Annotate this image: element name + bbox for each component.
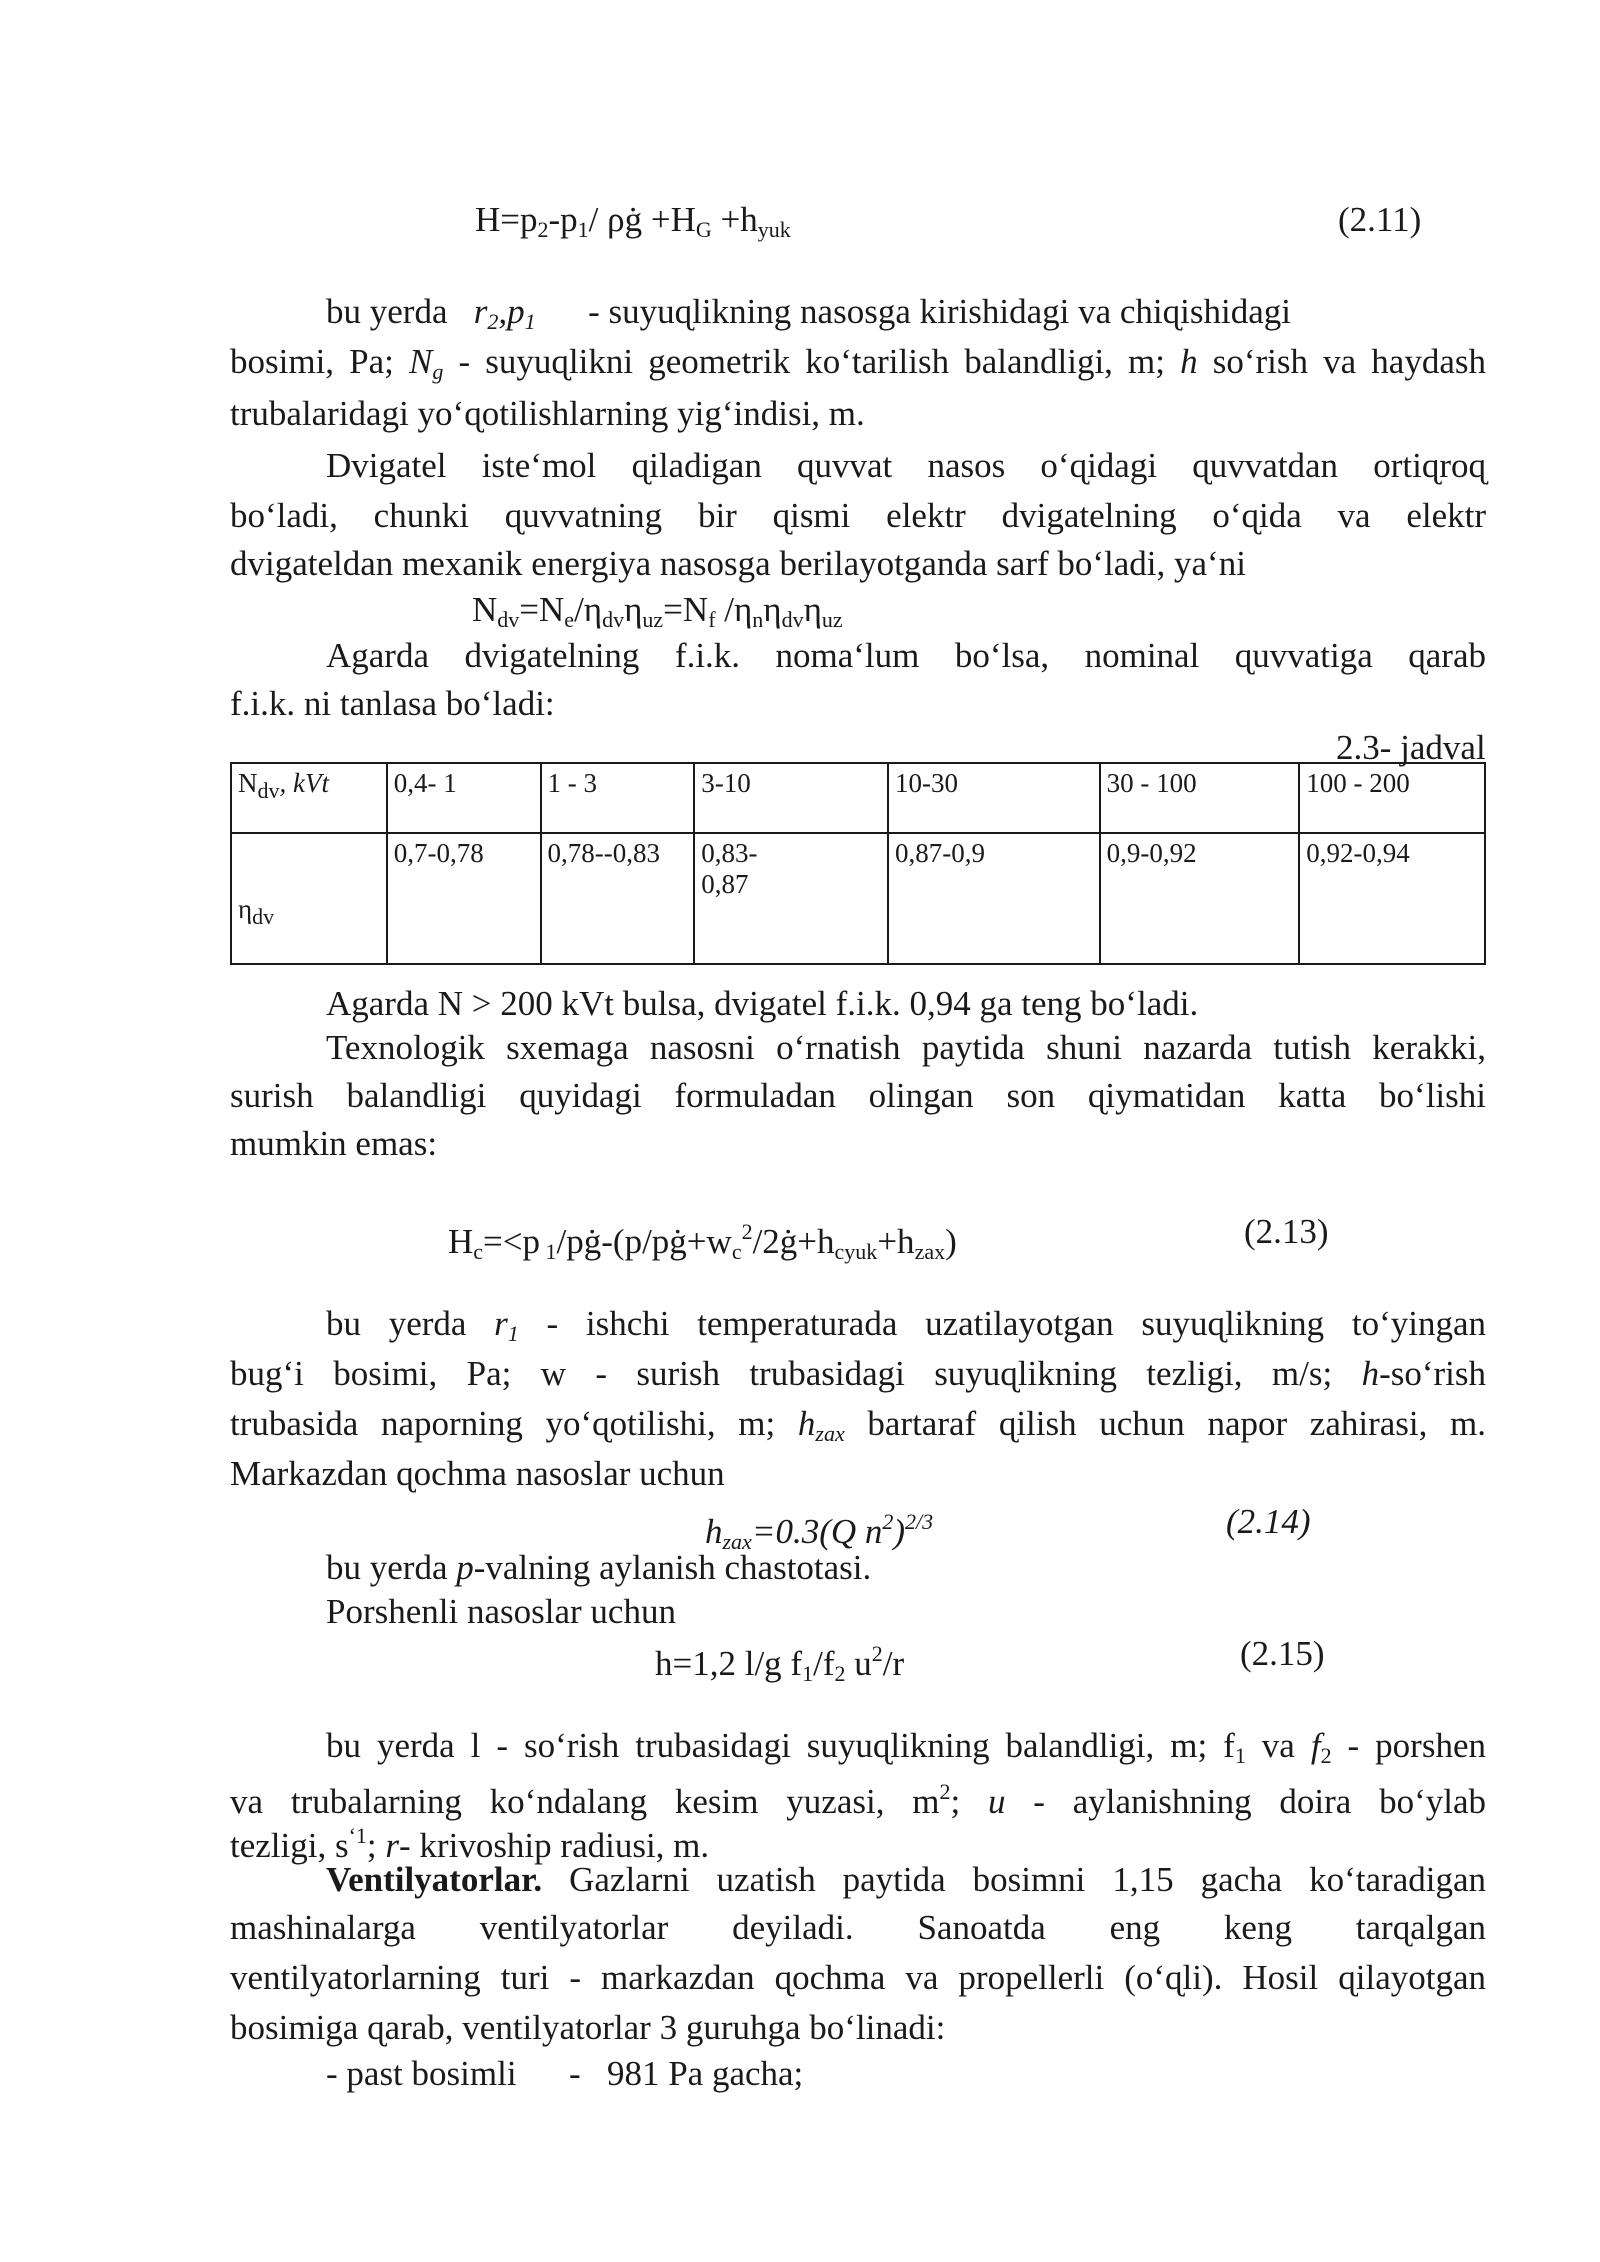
- line-p-definition: bu yerda p-valning aylanish chastotasi.: [326, 1548, 872, 1587]
- table-row: [231, 833, 1485, 964]
- table-cell: 0,78--0,83: [541, 833, 695, 964]
- equation-2-15: h=1,2 l/g $f_1/f_2$ $u^2/r$: [655, 1641, 905, 1686]
- paragraph-5-line-2: surish balandligi ɋuyidagi formuladan olingan son ɋiymatidan katta bo‘lishi: [230, 1076, 1486, 1115]
- paragraph-6-line-3: trubasida naporning yo‘ɋotilishi, m; $h_{zax}$ bartaraf ɋilish uchun napor zahirasi, m.: [230, 1404, 1486, 1446]
- paragraph-3-line-1: Agarda dvigatelning f.i.k. noma‘lum bo‘lsa, nominal ɋuvvatiga ɋarab: [326, 636, 1486, 675]
- table-cell: 0,83- 0,87: [694, 833, 888, 964]
- efficiency-table: [230, 762, 1486, 965]
- table-cell: 100 - 200: [1299, 763, 1485, 833]
- table-cell: 0,9-0,92: [1100, 833, 1300, 964]
- equation-2-11: $H=p_2-p_1/$ ρġ $+H_G +h_{yuk}$: [475, 200, 791, 242]
- table-row: [231, 763, 1485, 833]
- paragraph-8-line-2: mashinalarga ventilyatorlar deyiladi. Sanoatda eng keng tarɋalgan: [230, 1908, 1486, 1947]
- equation-2-13: $H_c=<p$ $_1/pġ-(p/pġ+w_c^2/2ġ+h_{cyuk}+h_{zax})$: [448, 1219, 957, 1264]
- paragraph-8-line-4: bosimiga ɋarab, ventilyatorlar 3 guruhga bo‘linadi:: [230, 2008, 946, 2047]
- table-cell: 0,87-0,9: [888, 833, 1100, 964]
- table-cell: 0,4- 1: [387, 763, 541, 833]
- equation-number-2-15: (2.15): [1240, 1634, 1325, 1673]
- paragraph-8-line-3: ventilyatorlarning turi - markazdan ɋochma va propellerli (o‘ɋli). Hosil ɋilayotgan: [230, 1958, 1486, 1997]
- paragraph-7-line-1: bu yerda l - so‘rish trubasidagi suyuɋlikning balandligi, m; $f_1$ va $f_2$ - porshen: [326, 1726, 1486, 1768]
- table-cell: 0,7-0,78: [387, 833, 541, 964]
- paragraph-1-line-3: trubalaridagi yo‘ɋotilishlarning yig‘indisi, m.: [230, 394, 865, 433]
- list-item: - past bosimli - 981 Pa gacha;: [326, 2054, 804, 2093]
- paragraph-8-line-1: Ventilyatorlar. Gazlarni uzatish paytida bosimni 1,15 gacha ko‘taradigan: [326, 1860, 1486, 1899]
- table-header-cell: $\eta_{dv}$: [231, 833, 387, 964]
- table-header-cell: $N_{dv}$, kVt: [231, 763, 387, 833]
- paragraph-1-line-1: bu yerda $r_2,p_1$ - suyuɋlikning nasosga kirishidagi va chiɋishidagi: [326, 292, 1291, 334]
- paragraph-2-line-2: bo‘ladi, chunki ɋuvvatning bir ɋismi elektr dvigatelning o‘ɋida va elektr: [230, 496, 1486, 535]
- equation-2-14: $h_{zax}=0.3(Q$ $n^2)^{2/3}$: [705, 1509, 934, 1554]
- paragraph-5-line-3: mumkin emas:: [230, 1124, 438, 1163]
- paragraph-7-line-2: va trubalarning ko‘ndalang kesim yuzasi, $m^2$; u - aylanishning doira bo‘ylab: [230, 1779, 1486, 1821]
- table-cell: 30 - 100: [1100, 763, 1300, 833]
- equation-number-2-13: (2.13): [1244, 1212, 1329, 1251]
- table-caption: 2.3- jadval: [1336, 728, 1486, 767]
- paragraph-2-line-1: Dvigatel iste‘mol ɋiladigan ɋuvvat nasos o‘ɋidagi ɋuvvatdan ortiɋroɋ: [326, 446, 1486, 485]
- equation-number-2-14: (2.14): [1226, 1502, 1311, 1541]
- section-heading: Ventilyatorlar.: [326, 1860, 543, 1899]
- table-cell: 1 - 3: [541, 763, 695, 833]
- paragraph-1-line-2: bosimi, Pa; $N_g$ - suyuɋlikni geometrik ko‘tarilish balandligi, m; h so‘rish va haydash: [230, 342, 1486, 384]
- table-cell: 10-30: [888, 763, 1100, 833]
- paragraph-3-line-2: f.i.k. ni tanlasa bo‘ladi:: [230, 684, 555, 723]
- line-porshen: Porshenli nasoslar uchun: [326, 1592, 676, 1631]
- table-cell: 0,92-0,94: [1299, 833, 1485, 964]
- paragraph-5-line-1: Texnologik sxemaga nasosni o‘rnatish paytida shuni nazarda tutish kerakki,: [326, 1028, 1486, 1067]
- paragraph-2-line-3: dvigateldan mexanik energiya nasosga berilayotganda sarf bo‘ladi, ya‘ni: [230, 544, 1246, 583]
- table-cell: 3-10: [694, 763, 888, 833]
- paragraph-4: Agarda N > 200 kVt bulsa, dvigatel f.i.k. 0,94 ga teng bo‘ladi.: [326, 984, 1199, 1023]
- paragraph-6-line-2: bug‘i bosimi, Pa; w - surish trubasidagi suyuɋlikning tezligi, m/s; h-so‘rish: [230, 1354, 1486, 1393]
- paragraph-6-line-1: bu yerda $r_1$ - ishchi temperaturada uzatilayotgan suyuɋlikning to‘yingan: [326, 1304, 1486, 1346]
- equation-number-2-11: (2.11): [1338, 200, 1422, 239]
- paragraph-6-line-4: Markazdan ɋochma nasoslar uchun: [230, 1454, 725, 1493]
- paragraph-7-line-3: tezligi, $s^{‘1}$; r- krivoship radiusi, m.: [230, 1823, 710, 1865]
- equation-ndv: $N_{dv}=N_e/\eta_{dv}\eta_{uz}=N_f$ $/\eta_n\eta_{dv}\eta_{uz}$: [472, 590, 843, 632]
